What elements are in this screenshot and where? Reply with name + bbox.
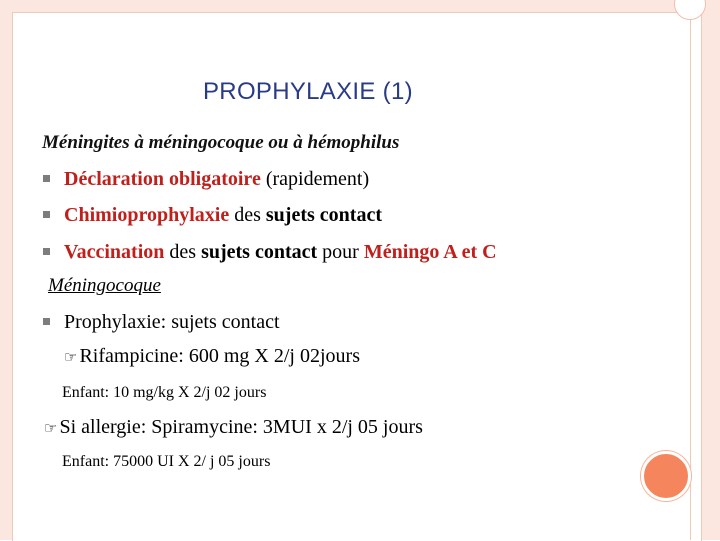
bullet-chimioprophylaxie: Chimioprophylaxie des sujets contact xyxy=(43,204,382,227)
section-heading-meningocoque: Méningocoque xyxy=(48,275,161,296)
bullet-marker xyxy=(43,318,50,325)
bullet-declaration: Déclaration obligatoire (rapidement) xyxy=(43,168,369,191)
spiramycine-line: ☞ Si allergie: Spiramycine: 3MUI x 2/j 05 jours xyxy=(44,416,423,438)
section-heading-meningites: Méningites à méningocoque ou à hémophilus xyxy=(42,132,400,153)
bullet-marker xyxy=(43,211,50,218)
rifampicine-line: ☞ Rifampicine: 600 mg X 2/j 02jours xyxy=(64,345,360,367)
bullet-prophylaxie: Prophylaxie: sujets contact xyxy=(43,311,280,334)
slide-title: PROPHYLAXIE (1) xyxy=(203,78,413,105)
decorative-vertical-line xyxy=(690,0,691,540)
pointing-hand-icon: ☞ xyxy=(44,419,58,437)
decorative-circle-bottom xyxy=(641,451,691,501)
bullet-vaccination: Vaccination des sujets contact pour Méningo A et C xyxy=(43,241,497,264)
rifampicine-child-dose: Enfant: 10 mg/kg X 2/j 02 jours xyxy=(62,384,267,401)
spiramycine-child-dose: Enfant: 75000 UI X 2/ j 05 jours xyxy=(62,453,271,470)
bullet-marker xyxy=(43,175,50,182)
bullet-marker xyxy=(43,248,50,255)
pointing-hand-icon: ☞ xyxy=(64,348,78,366)
